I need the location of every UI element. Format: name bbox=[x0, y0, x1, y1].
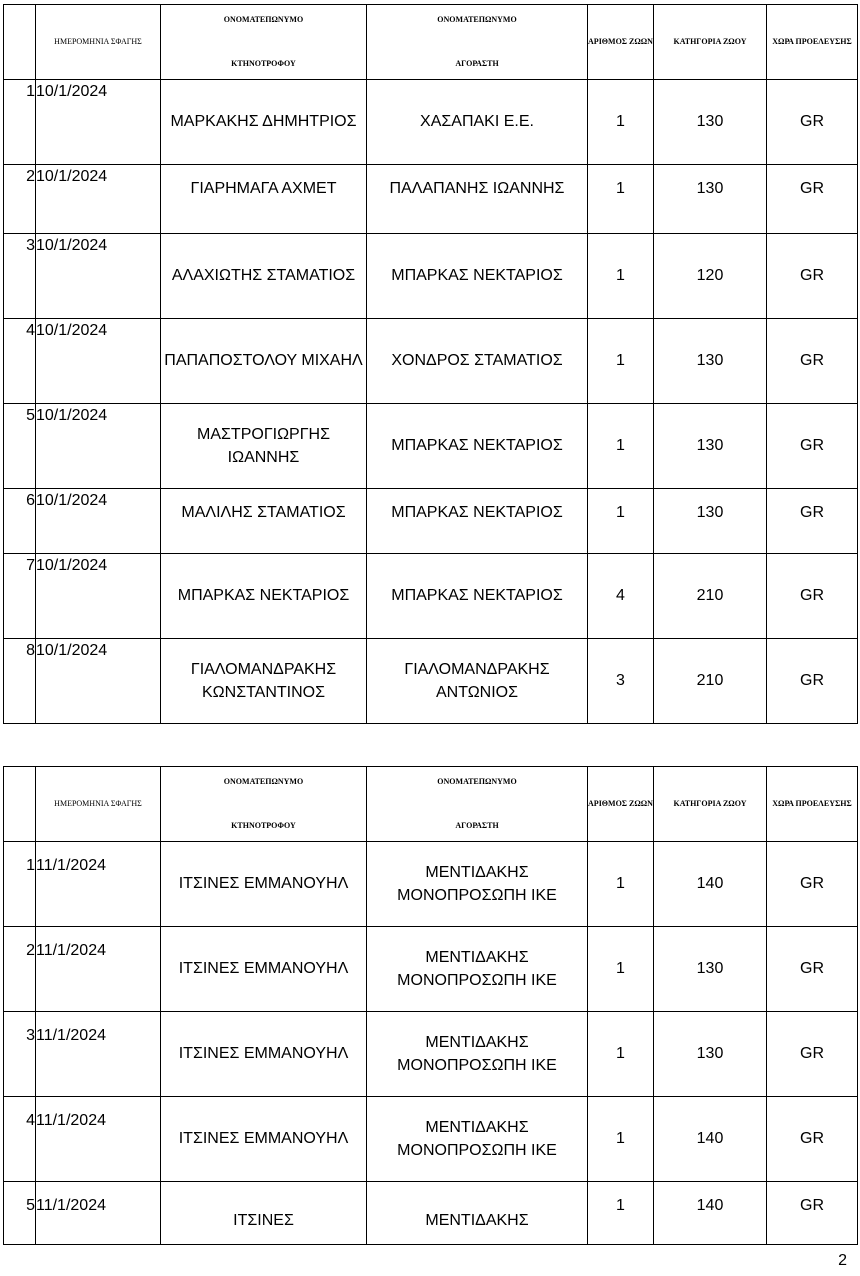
row-breeder: ΜΑΡΚΑΚΗΣ ΔΗΜΗΤΡΙΟΣ bbox=[161, 80, 367, 165]
header-buyer bbox=[367, 5, 588, 80]
row-breeder: ΠΑΠΑΠΟΣΤΟΛΟΥ ΜΙΧΑΗΛ bbox=[161, 319, 367, 404]
row-number: 3 bbox=[4, 1012, 36, 1097]
row-count: 1 bbox=[588, 319, 654, 404]
slaughter-table-2 bbox=[3, 766, 858, 1245]
row-number: 4 bbox=[4, 319, 36, 404]
row-country: GR bbox=[767, 842, 858, 927]
row-number: 6 bbox=[4, 489, 36, 554]
row-country: GR bbox=[767, 1097, 858, 1182]
header-breeder-bottom: ΚΤΗΝΟΤΡΟΦΟΥ bbox=[231, 821, 296, 831]
row-count: 1 bbox=[588, 842, 654, 927]
row-buyer: ΧΟΝΔΡΟΣ ΣΤΑΜΑΤΙΟΣ bbox=[367, 319, 588, 404]
table-header-row bbox=[4, 5, 858, 80]
row-date: 11/1/2024 bbox=[36, 1182, 161, 1245]
row-category: 140 bbox=[654, 1182, 767, 1245]
row-number: 2 bbox=[4, 927, 36, 1012]
row-buyer: ΠΑΛΑΠΑΝΗΣ ΙΩΑΝΝΗΣ bbox=[367, 165, 588, 234]
row-country: GR bbox=[767, 80, 858, 165]
row-date: 10/1/2024 bbox=[36, 319, 161, 404]
row-count: 3 bbox=[588, 639, 654, 724]
row-breeder: ΙΤΣΙΝΕΣ ΕΜΜΑΝΟΥΗΛ bbox=[161, 1012, 367, 1097]
row-buyer: ΓΙΑΛΟΜΑΝΔΡΑΚΗΣ ΑΝΤΩΝΙΟΣ bbox=[367, 639, 588, 724]
row-breeder: ΙΤΣΙΝΕΣ ΕΜΜΑΝΟΥΗΛ bbox=[161, 842, 367, 927]
header-country: ΧΩΡΑ ΠΡΟΕΛΕΥΣΗΣ bbox=[767, 5, 858, 80]
slaughter-table-1 bbox=[3, 4, 858, 724]
row-count: 1 bbox=[588, 1097, 654, 1182]
header-date: ΗΜΕΡΟΜΗΝΙΑ ΣΦΑΓΗΣ bbox=[36, 5, 161, 80]
row-count: 1 bbox=[588, 489, 654, 554]
row-count: 1 bbox=[588, 80, 654, 165]
row-country: GR bbox=[767, 639, 858, 724]
table-row bbox=[4, 80, 858, 165]
row-category: 130 bbox=[654, 80, 767, 165]
header-breeder-top: ΟΝΟΜΑΤΕΠΩΝΥΜΟ bbox=[223, 15, 304, 24]
row-category: 140 bbox=[654, 842, 767, 927]
row-category: 140 bbox=[654, 1097, 767, 1182]
row-buyer: ΜΠΑΡΚΑΣ ΝΕΚΤΑΡΙΟΣ bbox=[367, 489, 588, 554]
row-count: 4 bbox=[588, 554, 654, 639]
row-date: 10/1/2024 bbox=[36, 165, 161, 234]
row-country: GR bbox=[767, 489, 858, 554]
row-date: 11/1/2024 bbox=[36, 842, 161, 927]
row-category: 210 bbox=[654, 554, 767, 639]
row-category: 120 bbox=[654, 234, 767, 319]
row-number: 1 bbox=[4, 842, 36, 927]
table-header-row bbox=[4, 767, 858, 842]
row-number: 4 bbox=[4, 1097, 36, 1182]
header-breeder-bottom: ΚΤΗΝΟΤΡΟΦΟΥ bbox=[231, 59, 296, 69]
table-row bbox=[4, 1012, 858, 1097]
table-row bbox=[4, 554, 858, 639]
row-country: GR bbox=[767, 319, 858, 404]
row-buyer: ΜΕΝΤΙΔΑΚΗΣ ΜΟΝΟΠΡΟΣΩΠΗ ΙΚΕ bbox=[367, 1097, 588, 1182]
row-number: 5 bbox=[4, 1182, 36, 1245]
table-row bbox=[4, 1097, 858, 1182]
row-buyer: ΜΕΝΤΙΔΑΚΗΣ ΜΟΝΟΠΡΟΣΩΠΗ ΙΚΕ bbox=[367, 842, 588, 927]
row-category: 130 bbox=[654, 489, 767, 554]
row-breeder: ΙΤΣΙΝΕΣ bbox=[161, 1182, 367, 1245]
row-category: 130 bbox=[654, 927, 767, 1012]
row-country: GR bbox=[767, 165, 858, 234]
header-breeder-top: ΟΝΟΜΑΤΕΠΩΝΥΜΟ bbox=[223, 777, 304, 786]
header-breeder bbox=[161, 767, 367, 842]
row-date: 11/1/2024 bbox=[36, 1097, 161, 1182]
row-number: 8 bbox=[4, 639, 36, 724]
row-category: 210 bbox=[654, 639, 767, 724]
table-row bbox=[4, 639, 858, 724]
row-count: 1 bbox=[588, 165, 654, 234]
row-number: 2 bbox=[4, 165, 36, 234]
row-date: 10/1/2024 bbox=[36, 554, 161, 639]
row-buyer: ΜΕΝΤΙΔΑΚΗΣ ΜΟΝΟΠΡΟΣΩΠΗ ΙΚΕ bbox=[367, 927, 588, 1012]
row-breeder: ΓΙΑΡΗΜΑΓΑ ΑΧΜΕΤ bbox=[161, 165, 367, 234]
header-buyer-top: ΟΝΟΜΑΤΕΠΩΝΥΜΟ bbox=[437, 777, 517, 786]
row-country: GR bbox=[767, 554, 858, 639]
header-buyer-bottom: ΑΓΟΡΑΣΤΗ bbox=[455, 821, 499, 831]
row-breeder: ΙΤΣΙΝΕΣ ΕΜΜΑΝΟΥΗΛ bbox=[161, 927, 367, 1012]
header-buyer-top: ΟΝΟΜΑΤΕΠΩΝΥΜΟ bbox=[437, 15, 517, 24]
table-row bbox=[4, 234, 858, 319]
row-date: 10/1/2024 bbox=[36, 489, 161, 554]
row-buyer: ΜΕΝΤΙΔΑΚΗΣ ΜΟΝΟΠΡΟΣΩΠΗ ΙΚΕ bbox=[367, 1012, 588, 1097]
row-date: 10/1/2024 bbox=[36, 234, 161, 319]
row-count: 1 bbox=[588, 234, 654, 319]
row-number: 5 bbox=[4, 404, 36, 489]
row-date: 11/1/2024 bbox=[36, 927, 161, 1012]
header-buyer bbox=[367, 767, 588, 842]
row-breeder: ΙΤΣΙΝΕΣ ΕΜΜΑΝΟΥΗΛ bbox=[161, 1097, 367, 1182]
row-breeder: ΑΛΑΧΙΩΤΗΣ ΣΤΑΜΑΤΙΟΣ bbox=[161, 234, 367, 319]
row-date: 11/1/2024 bbox=[36, 1012, 161, 1097]
row-buyer: ΜΕΝΤΙΔΑΚΗΣ bbox=[367, 1182, 588, 1245]
header-number-cell bbox=[4, 5, 36, 80]
header-country: ΧΩΡΑ ΠΡΟΕΛΕΥΣΗΣ bbox=[767, 767, 858, 842]
header-date: ΗΜΕΡΟΜΗΝΙΑ ΣΦΑΓΗΣ bbox=[36, 767, 161, 842]
header-category: ΚΑΤΗΓΟΡΙΑ ΖΩΟΥ bbox=[654, 5, 767, 80]
row-category: 130 bbox=[654, 165, 767, 234]
row-buyer: ΜΠΑΡΚΑΣ ΝΕΚΤΑΡΙΟΣ bbox=[367, 554, 588, 639]
row-breeder: ΜΑΣΤΡΟΓΙΩΡΓΗΣ ΙΩΑΝΝΗΣ bbox=[161, 404, 367, 489]
row-country: GR bbox=[767, 404, 858, 489]
row-breeder: ΜΑΛΙΛΗΣ ΣΤΑΜΑΤΙΟΣ bbox=[161, 489, 367, 554]
table-row bbox=[4, 165, 858, 234]
row-count: 1 bbox=[588, 927, 654, 1012]
row-breeder: ΓΙΑΛΟΜΑΝΔΡΑΚΗΣ ΚΩΝΣΤΑΝΤΙΝΟΣ bbox=[161, 639, 367, 724]
header-count: ΑΡΙΘΜΟΣ ΖΩΩΝ bbox=[588, 767, 654, 842]
table-row bbox=[4, 1182, 858, 1245]
row-breeder: ΜΠΑΡΚΑΣ ΝΕΚΤΑΡΙΟΣ bbox=[161, 554, 367, 639]
row-date: 10/1/2024 bbox=[36, 639, 161, 724]
page-number: 2 bbox=[838, 1252, 847, 1269]
row-buyer: ΜΠΑΡΚΑΣ ΝΕΚΤΑΡΙΟΣ bbox=[367, 404, 588, 489]
row-buyer: ΜΠΑΡΚΑΣ ΝΕΚΤΑΡΙΟΣ bbox=[367, 234, 588, 319]
header-number-cell bbox=[4, 767, 36, 842]
row-date: 10/1/2024 bbox=[36, 80, 161, 165]
row-count: 1 bbox=[588, 404, 654, 489]
row-country: GR bbox=[767, 234, 858, 319]
row-buyer: ΧΑΣΑΠΑΚΙ Ε.Ε. bbox=[367, 80, 588, 165]
row-count: 1 bbox=[588, 1012, 654, 1097]
table-row bbox=[4, 489, 858, 554]
row-number: 7 bbox=[4, 554, 36, 639]
table-row bbox=[4, 842, 858, 927]
table-row bbox=[4, 319, 858, 404]
header-breeder bbox=[161, 5, 367, 80]
table-row bbox=[4, 404, 858, 489]
row-category: 130 bbox=[654, 319, 767, 404]
row-country: GR bbox=[767, 927, 858, 1012]
table-row bbox=[4, 927, 858, 1012]
row-country: GR bbox=[767, 1012, 858, 1097]
row-category: 130 bbox=[654, 404, 767, 489]
row-date: 10/1/2024 bbox=[36, 404, 161, 489]
row-count: 1 bbox=[588, 1182, 654, 1245]
row-number: 3 bbox=[4, 234, 36, 319]
row-category: 130 bbox=[654, 1012, 767, 1097]
header-buyer-bottom: ΑΓΟΡΑΣΤΗ bbox=[455, 59, 499, 69]
row-country: GR bbox=[767, 1182, 858, 1245]
header-category: ΚΑΤΗΓΟΡΙΑ ΖΩΟΥ bbox=[654, 767, 767, 842]
row-number: 1 bbox=[4, 80, 36, 165]
header-count: ΑΡΙΘΜΟΣ ΖΩΩΝ bbox=[588, 5, 654, 80]
